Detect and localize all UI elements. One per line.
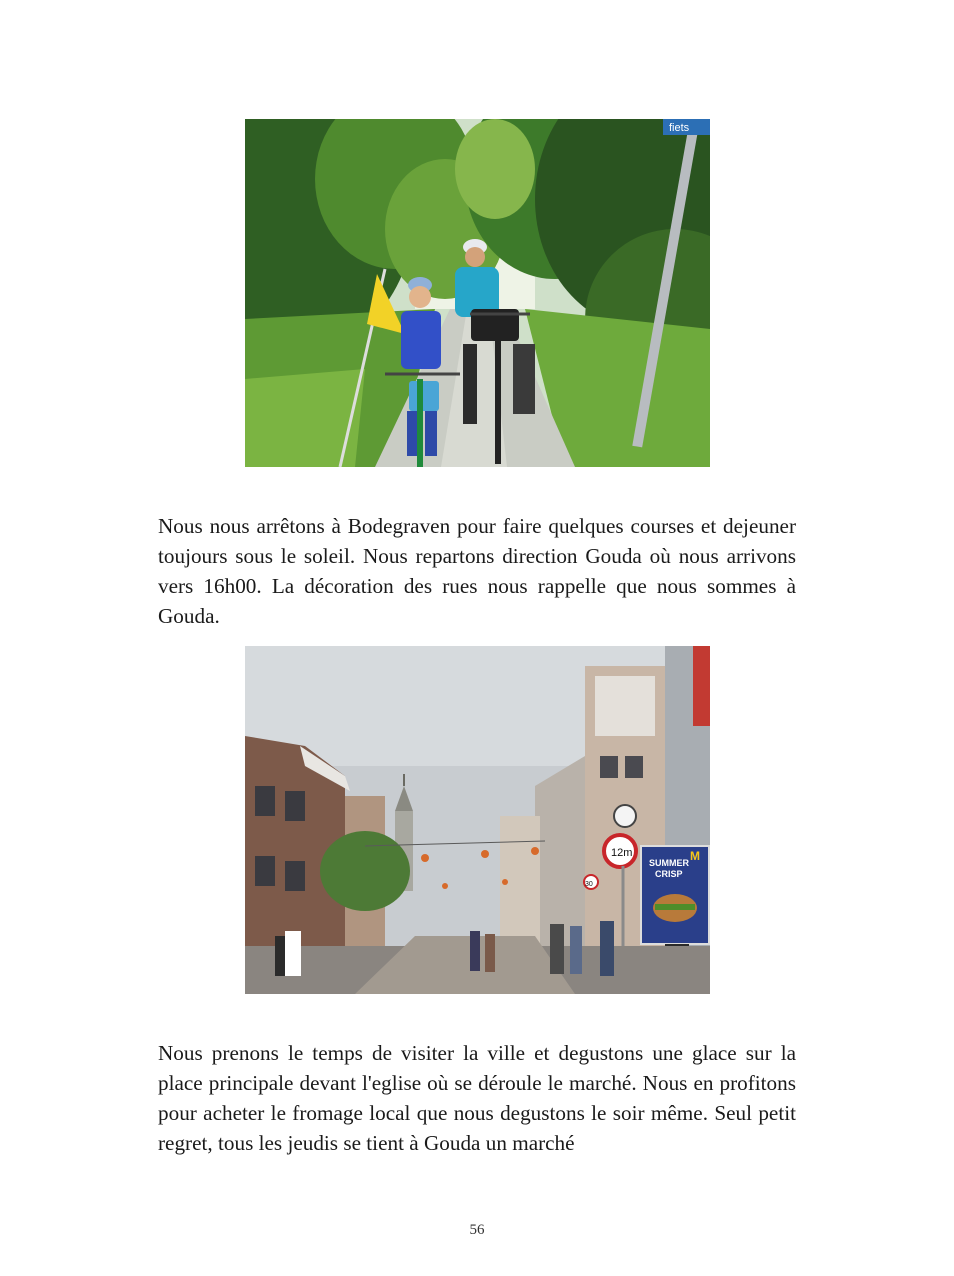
mcd-logo: M [690,849,700,863]
speed-sign-text: 30 [585,881,593,888]
height-limit-sign-text: 12m [611,847,633,859]
gouda-street-photo [245,646,710,994]
gouda-street-illustration [245,646,710,994]
street-sign-text: fiets [669,122,690,134]
paragraph-gouda-visit: Nous prenons le temps de visiter la ville et degustons une glace sur la place principale devant l'eglise où se déroule le marché. Nous en profitons pour acheter le fromage local que nous degustons le soir même. Seul petit regret, tous les jeudis se tient à Gouda un marché [158,1041,796,1155]
ad-line2: CRISP [655,869,683,879]
ad-line1: SUMMER [649,858,689,868]
page-number: 56 [469,1222,485,1238]
cyclists-photo [245,119,710,467]
cyclists-photo-illustration [245,119,710,467]
paragraph-bodegraven: Nous nous arrêtons à Bodegraven pour faire quelques courses et dejeuner toujours sous le soleil. Nous repartons direction Gouda où nous arrivons vers 16h00. La décoration des rues nous rappelle que nous sommes à Gouda. [158,514,796,628]
